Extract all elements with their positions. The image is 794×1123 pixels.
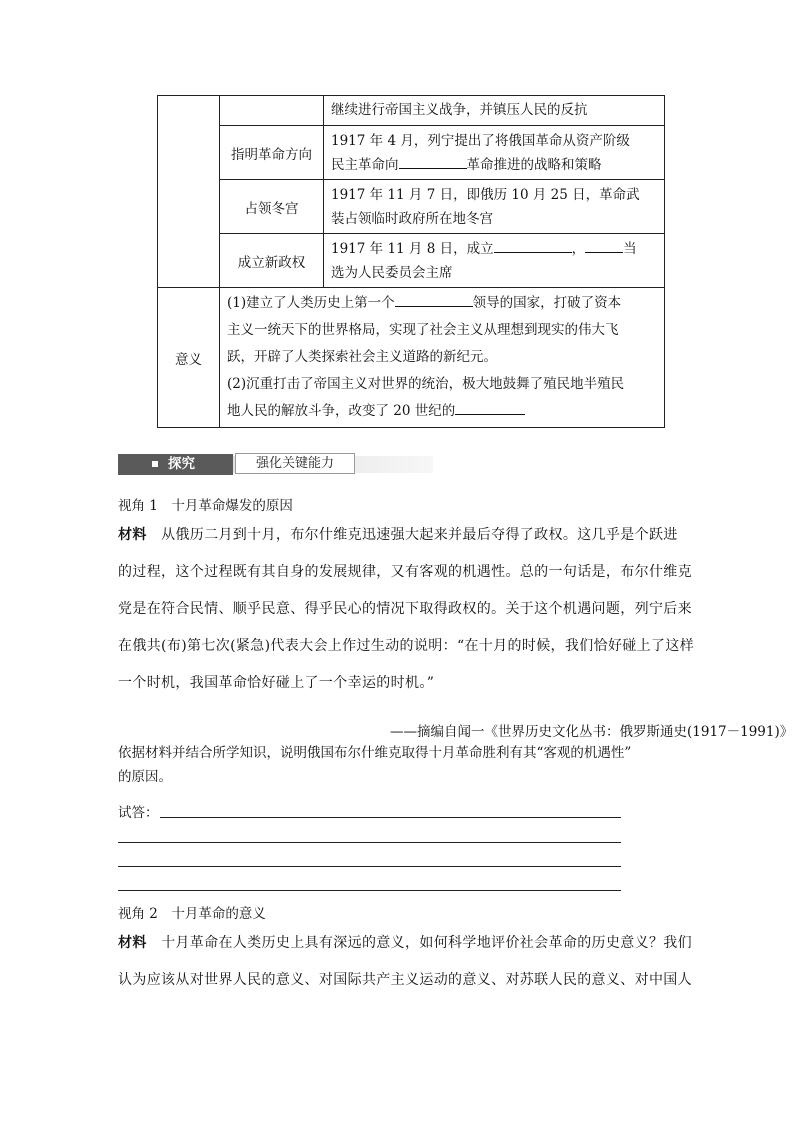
material-label: 材料 — [118, 935, 147, 951]
fill-blank[interactable] — [585, 237, 623, 253]
event-description — [324, 96, 665, 126]
fill-blank[interactable] — [455, 399, 525, 415]
answer-line[interactable] — [118, 866, 621, 867]
material-line — [118, 925, 693, 962]
material-line: 一个时机，我国革命恰好碰上了一个幸运的时机。” — [118, 675, 435, 691]
event-text: 装占领临时政府所在地冬宫 — [331, 210, 493, 227]
event-text: 1917 年 4 月，列宁提出了将俄国革命从资产阶级 — [331, 132, 630, 149]
fill-blank[interactable] — [494, 237, 572, 253]
significance-label: 意义 — [158, 288, 220, 428]
significance-line: (1)建立了人类历史上第一个 — [227, 295, 395, 311]
event-description — [324, 180, 665, 234]
answer-line[interactable] — [160, 817, 621, 818]
angle-1-question — [118, 741, 680, 789]
material-source: ——摘编自闻一《世界历史文化丛书：俄罗斯通史(1917－1991)》 — [390, 724, 794, 740]
material-line — [118, 517, 680, 554]
significance-line: (2)沉重打击了帝国主义对世界的统治，极大地鼓舞了殖民地半殖民 — [227, 376, 625, 392]
event-text: ， — [571, 240, 586, 257]
table-row — [158, 180, 665, 234]
material-line: 认为应该从对世界人民的意义、对国际共产主义运动的意义、对苏联人民的意义、对中国人 — [118, 972, 692, 988]
material-label: 材料 — [118, 527, 147, 543]
angle-2-material — [118, 925, 693, 999]
event-cell: 指明革命方向 — [220, 126, 324, 180]
question-line: 依据材料并结合所学知识，说明俄国布尔什维克取得十月革命胜利有其“客观的机遇性” — [118, 745, 632, 761]
answer-line[interactable] — [118, 842, 621, 843]
event-description — [324, 234, 665, 288]
table-row — [158, 126, 665, 180]
event-text: 1917 年 11 月 8 日，成立 — [331, 240, 494, 257]
banner-subtitle: 强化关键能力 — [235, 453, 355, 474]
event-description — [324, 126, 665, 180]
material-text: 十月革命在人类历史上具有深远的意义，如何科学地评价社会革命的历史意义？我们 — [161, 935, 693, 951]
event-text: 当 — [623, 240, 637, 257]
significance-line: 跃，开辟了人类探索社会主义道路的新纪元。 — [227, 349, 497, 365]
event-cell: 占领冬宫 — [220, 180, 324, 234]
banner-title: 探究 — [168, 456, 195, 472]
fill-blank[interactable] — [399, 153, 467, 169]
process-label-cell — [158, 96, 220, 288]
table-row — [158, 234, 665, 288]
significance-line: 领导的国家，打破了资本 — [472, 295, 622, 311]
material-line: 在俄共(布)第七次(紧急)代表大会上作过生动的说明：“在十月的时候，我们恰好碰上了这样 — [118, 638, 695, 654]
answer-line[interactable] — [118, 890, 621, 891]
square-bullet-icon — [152, 461, 158, 467]
significance-line: 主义一统天下的世界格局，实现了社会主义从理想到现实的伟大飞 — [227, 322, 619, 338]
october-revolution-table — [157, 95, 665, 428]
fill-blank[interactable] — [395, 291, 473, 307]
banner-title-box — [118, 454, 233, 475]
table-row — [158, 96, 665, 126]
event-cell: 成立新政权 — [220, 234, 324, 288]
section-banner — [118, 452, 433, 475]
answer-label: 试答： — [118, 805, 159, 821]
event-text: 民主革命向 — [331, 156, 399, 173]
material-line: 的过程，这个过程既有其自身的发展规律，又有客观的机遇性。总的一句话是，布尔什维克 — [118, 564, 692, 580]
material-text: 从俄历二月到十月，布尔什维克迅速强大起来并最后夺得了政权。这几乎是个跃进 — [161, 527, 678, 543]
event-text: 革命推进的战略和策略 — [466, 156, 602, 173]
significance-line: 地人民的解放斗争，改变了 20 世纪的 — [227, 403, 456, 419]
angle-1-material — [118, 517, 695, 702]
angle-2-title: 视角 2 十月革命的意义 — [118, 906, 266, 922]
event-text: 1917 年 11 月 7 日，即俄历 10 月 25 日，革命武 — [331, 186, 640, 203]
question-line: 的原因。 — [118, 769, 172, 785]
event-text: 选为人民委员会主席 — [331, 264, 453, 281]
table-row — [158, 288, 665, 428]
event-text: 继续进行帝国主义战争，并镇压人民的反抗 — [331, 102, 588, 118]
event-cell — [220, 96, 324, 126]
angle-1-title: 视角 1 十月革命爆发的原因 — [118, 498, 293, 514]
material-line: 党是在符合民情、顺乎民意、得乎民心的情况下取得政权的。关于这个机遇问题，列宁后来 — [118, 601, 692, 617]
significance-text — [220, 288, 665, 428]
